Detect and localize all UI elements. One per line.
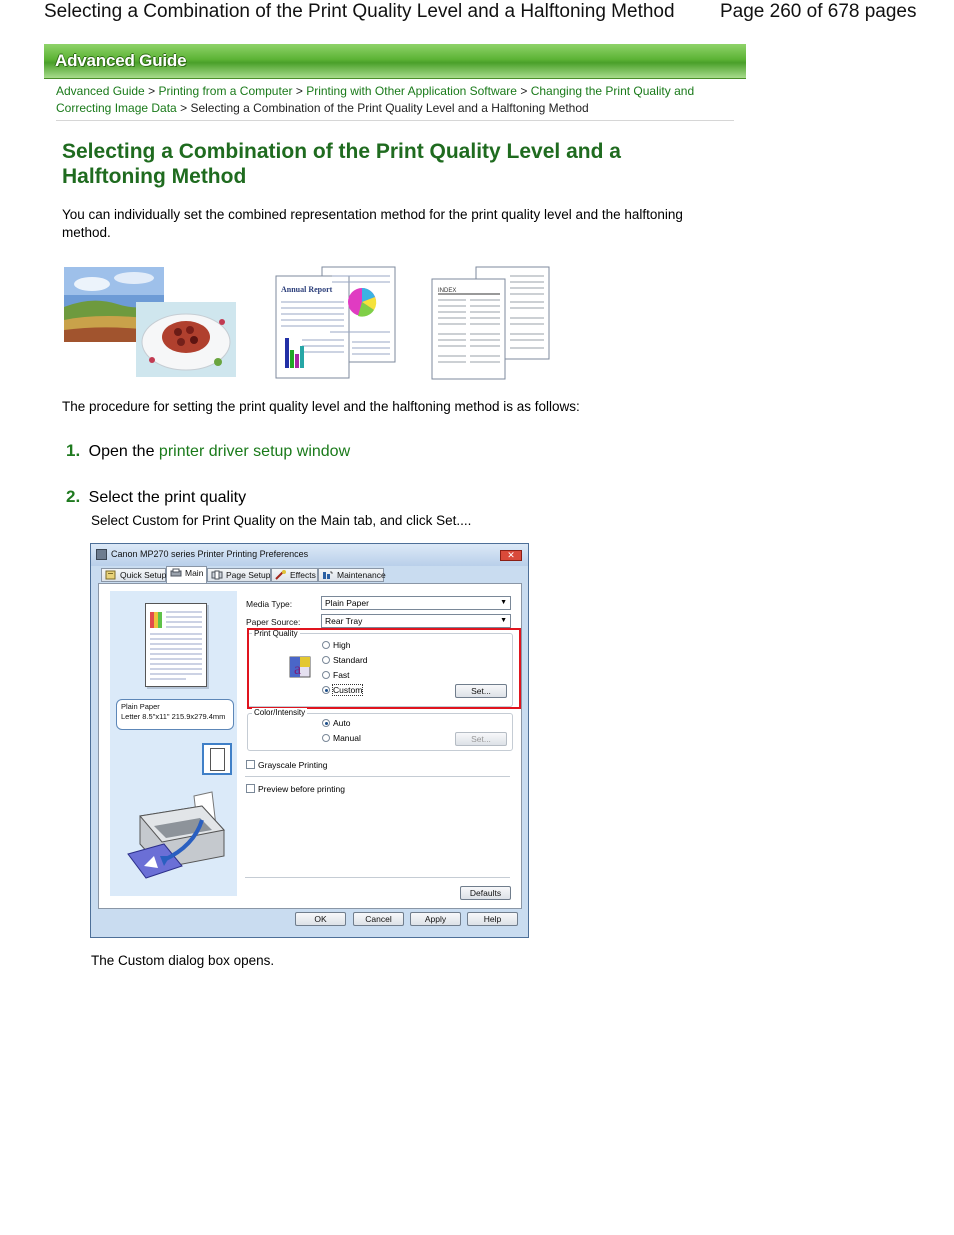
page-number: Page 260 of 678 pages <box>720 1 917 22</box>
color-intensity-label: Color/Intensity <box>254 708 306 717</box>
breadcrumb-advanced-guide[interactable]: Advanced Guide <box>56 84 145 98</box>
page-setup-icon <box>211 570 223 580</box>
printer-tab-icon <box>170 568 182 578</box>
page-title: Selecting a Combination of the Print Quality Level and a Halftoning Method <box>62 140 621 188</box>
media-type-select[interactable] <box>321 596 511 610</box>
checkbox-label: Grayscale Printing <box>258 760 328 770</box>
index-document <box>432 267 549 379</box>
dialog-title: Canon MP270 series Printer Printing Preferences <box>111 549 309 559</box>
annual-report-document <box>276 267 395 378</box>
breadcrumb-printing-other-software[interactable]: Printing with Other Application Software <box>306 84 517 98</box>
preview-before-printing-checkbox[interactable] <box>246 784 345 794</box>
settings-preview-pane <box>110 591 237 896</box>
divider <box>245 776 510 777</box>
step-text: Select the print quality <box>88 489 247 506</box>
breadcrumb-separator: > <box>520 84 528 98</box>
main-tab-panel <box>98 583 522 909</box>
breadcrumb-current: Selecting a Combination of the Print Quality Level and a Halftoning Method <box>190 101 589 115</box>
paper-type-text: Plain Paper <box>121 702 160 711</box>
radio-label: Manual <box>333 733 361 743</box>
quality-set-button[interactable]: Set... <box>455 684 507 698</box>
printer-illustration-icon <box>124 786 234 886</box>
defaults-button[interactable]: Defaults <box>460 886 511 900</box>
result-text: The Custom dialog box opens. <box>91 953 275 968</box>
divider <box>245 877 510 878</box>
paper-info-label <box>116 699 234 730</box>
apply-button[interactable]: Apply <box>410 912 461 926</box>
intro-text: You can individually set the combined representation method for the print quality level and the halftoning method. <box>62 207 683 240</box>
paper-source-value: Rear Tray <box>325 616 363 626</box>
print-quality-label: Print Quality <box>254 629 298 638</box>
tab-label: Maintenance <box>337 570 386 580</box>
page-header-title: Selecting a Combination of the Print Quality Level and a Halftoning Method <box>44 1 675 22</box>
sample-images-illustration <box>62 262 562 382</box>
breadcrumb <box>56 83 736 117</box>
tab-maintenance[interactable] <box>318 568 384 582</box>
tab-label: Effects <box>290 570 316 580</box>
paper-source-select[interactable] <box>321 614 511 628</box>
breadcrumb-divider <box>56 120 734 121</box>
paper-source-label: Paper Source: <box>246 617 301 627</box>
page-preview-graphic <box>146 604 208 688</box>
close-button[interactable]: ✕ <box>500 550 522 561</box>
printing-preferences-dialog <box>90 543 529 938</box>
radio-label: Fast <box>333 670 350 680</box>
svg-text:a: a <box>294 661 302 678</box>
ok-button[interactable]: OK <box>295 912 346 926</box>
help-button[interactable]: Help <box>467 912 518 926</box>
checkbox-label: Preview before printing <box>258 784 345 794</box>
color-radio-manual[interactable] <box>322 733 361 743</box>
printer-driver-setup-link[interactable]: printer driver setup window <box>158 443 351 460</box>
chevron-down-icon: ▼ <box>500 617 507 624</box>
dialog-title-bar <box>91 544 528 566</box>
tab-effects[interactable] <box>271 568 318 582</box>
breadcrumb-changing-print-quality[interactable]: Changing the Print Quality and Correcting Image Data <box>56 84 695 115</box>
paper-size-text: Letter 8.5"x11" 215.9x279.4mm <box>121 712 226 721</box>
tab-quick-setup[interactable] <box>101 568 166 582</box>
sample-output-images <box>62 262 562 382</box>
media-type-value: Plain Paper <box>325 598 369 608</box>
procedure-intro: The procedure for setting the print quality level and the halftoning method is as follows: <box>62 399 580 414</box>
breadcrumb-separator: > <box>295 84 303 98</box>
step-text: Open the <box>88 443 155 460</box>
advanced-guide-banner <box>44 44 746 79</box>
step-number: 2. <box>66 487 81 506</box>
cancel-button[interactable]: Cancel <box>353 912 404 926</box>
breadcrumb-separator: > <box>148 84 156 98</box>
paper-orientation-icon <box>202 743 232 775</box>
radio-label: Custom <box>333 685 363 695</box>
chevron-down-icon: ▼ <box>500 599 507 606</box>
step-number: 1. <box>66 441 81 460</box>
index-title: INDEX <box>438 288 457 294</box>
page-header <box>0 0 954 30</box>
printer-app-icon <box>96 549 107 560</box>
banner-label: Advanced Guide <box>55 51 187 70</box>
maintenance-icon <box>322 570 334 580</box>
page-preview-thumbnail <box>145 603 207 687</box>
media-type-label: Media Type: <box>246 599 293 609</box>
grayscale-checkbox[interactable] <box>246 760 327 770</box>
print-quality-highlight <box>247 628 521 709</box>
step-2 <box>66 487 246 507</box>
breadcrumb-printing-from-computer[interactable]: Printing from a Computer <box>158 84 293 98</box>
quick-setup-icon <box>105 570 117 580</box>
radio-label: Standard <box>333 655 368 665</box>
step-1 <box>66 441 350 461</box>
color-set-button[interactable]: Set... <box>455 732 507 746</box>
step-2-description: Select Custom for Print Quality on the Main tab, and click Set.... <box>91 513 472 528</box>
food-photo <box>136 302 236 377</box>
tab-label: Main <box>185 568 204 578</box>
radio-label: High <box>333 640 351 650</box>
tab-page-setup[interactable] <box>207 568 271 582</box>
tab-main[interactable] <box>166 566 207 583</box>
annual-report-title: Annual Report <box>281 285 333 294</box>
radio-label: Auto <box>333 718 351 728</box>
tab-label: Quick Setup <box>120 570 167 580</box>
tab-label: Page Setup <box>226 570 271 580</box>
breadcrumb-separator: > <box>180 101 188 115</box>
effects-icon <box>275 570 287 580</box>
color-radio-auto[interactable] <box>322 718 351 728</box>
